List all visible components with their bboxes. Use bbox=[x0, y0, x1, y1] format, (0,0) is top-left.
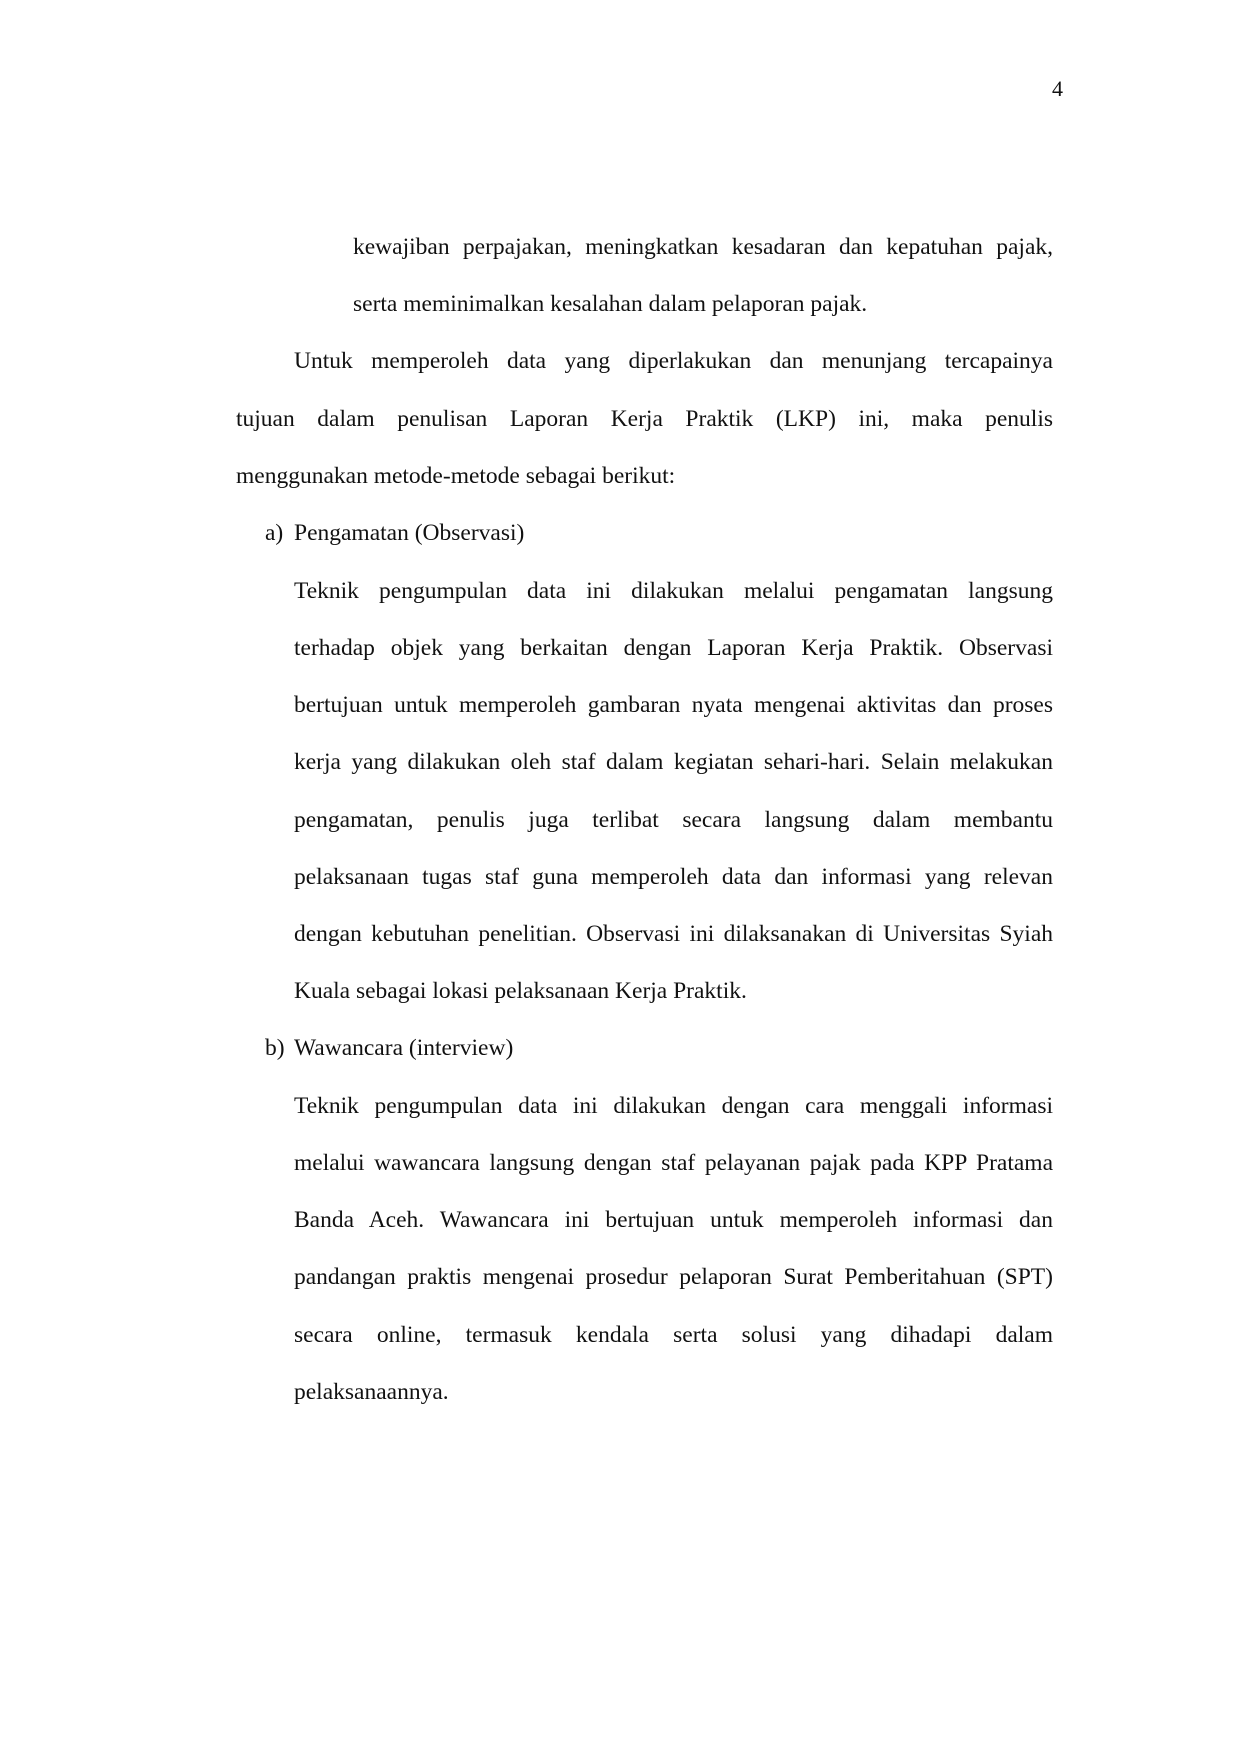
list-marker: a) bbox=[265, 520, 284, 546]
text-line: dengan kebutuhan penelitian. Observasi ini dilaksanakan di Universitas Syiah bbox=[294, 921, 1053, 947]
text-line: pandangan praktis mengenai prosedur pelaporan Surat Pemberitahuan (SPT) bbox=[294, 1264, 1053, 1290]
text-line: pengamatan, penulis juga terlibat secara langsung dalam membantu bbox=[294, 807, 1053, 833]
text-line: Teknik pengumpulan data ini dilakukan melalui pengamatan langsung bbox=[294, 578, 1053, 604]
text-line: melalui wawancara langsung dengan staf pelayanan pajak pada KPP Pratama bbox=[294, 1150, 1053, 1176]
method-title: Pengamatan (Observasi) bbox=[294, 520, 525, 546]
text-line: Untuk memperoleh data yang diperlakukan dan menunjang tercapainya bbox=[294, 348, 1053, 374]
text-line: pelaksanaan tugas staf guna memperoleh data dan informasi yang relevan bbox=[294, 864, 1053, 890]
text-line: Kuala sebagai lokasi pelaksanaan Kerja Praktik. bbox=[294, 978, 747, 1004]
text-line: terhadap objek yang berkaitan dengan Laporan Kerja Praktik. Observasi bbox=[294, 635, 1053, 661]
text-line: tujuan dalam penulisan Laporan Kerja Praktik (LKP) ini, maka penulis bbox=[236, 406, 1053, 432]
text-line: bertujuan untuk memperoleh gambaran nyata mengenai aktivitas dan proses bbox=[294, 692, 1053, 718]
text-line: menggunakan metode-metode sebagai berikut: bbox=[236, 463, 676, 489]
text-line: Teknik pengumpulan data ini dilakukan dengan cara menggali informasi bbox=[294, 1093, 1053, 1119]
text-line: kerja yang dilakukan oleh staf dalam kegiatan sehari-hari. Selain melakukan bbox=[294, 749, 1053, 775]
text-line: serta meminimalkan kesalahan dalam pelaporan pajak. bbox=[353, 291, 868, 317]
method-title: Wawancara (interview) bbox=[294, 1035, 514, 1061]
text-line: kewajiban perpajakan, meningkatkan kesadaran dan kepatuhan pajak, bbox=[353, 234, 1053, 260]
page-number: 4 bbox=[1052, 76, 1063, 101]
text-line: pelaksanaannya. bbox=[294, 1379, 449, 1405]
text-line: secara online, termasuk kendala serta solusi yang dihadapi dalam bbox=[294, 1322, 1053, 1348]
text-line: Banda Aceh. Wawancara ini bertujuan untuk memperoleh informasi dan bbox=[294, 1207, 1053, 1233]
list-marker: b) bbox=[265, 1035, 285, 1061]
